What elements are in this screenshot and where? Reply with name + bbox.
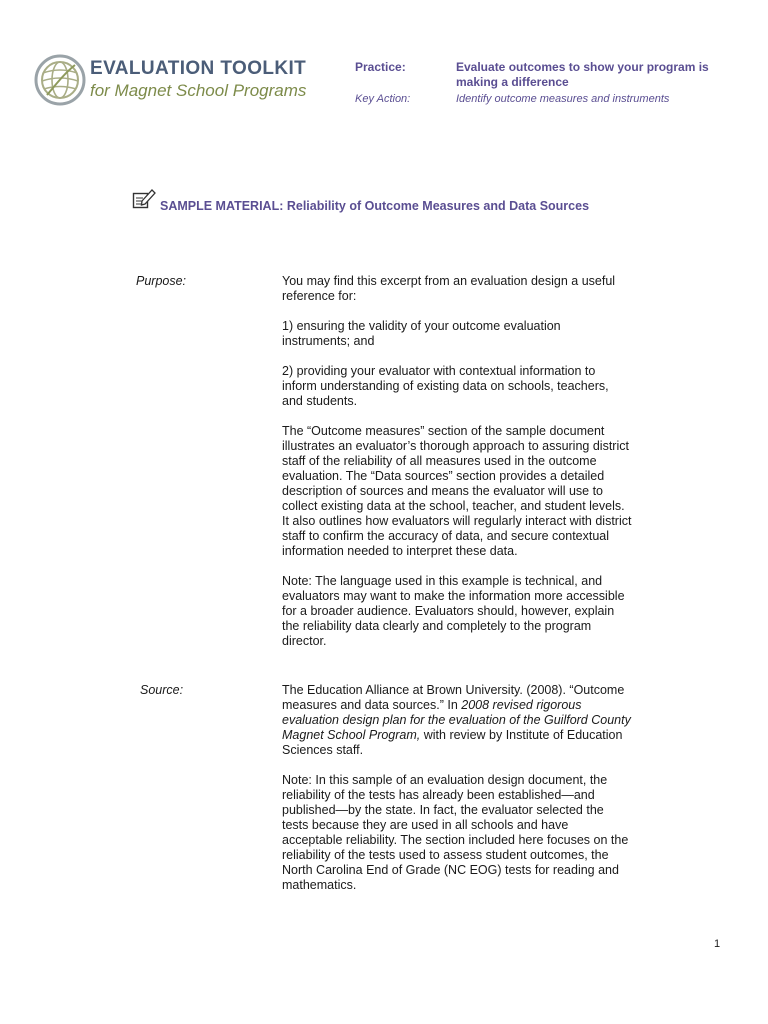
key-action-text: Identify outcome measures and instruments xyxy=(456,93,670,105)
source-label: Source: xyxy=(140,683,184,697)
practice-label: Practice: xyxy=(355,60,406,74)
citation-text: The Education Alliance at Brown University. (2008). “Outcome measures and data sources.” In xyxy=(282,683,625,712)
purpose-label: Purpose: xyxy=(136,274,187,288)
toolkit-logo xyxy=(33,53,307,107)
pencil-note-icon xyxy=(132,188,156,210)
purpose-paragraph: 2) providing your evaluator with contextual information to inform understanding of existing data on schools, teachers, and students. xyxy=(282,364,609,408)
source-citation xyxy=(282,683,632,758)
globe-logo-icon xyxy=(33,53,87,107)
sample-title: SAMPLE MATERIAL: Reliability of Outcome Measures and Data Sources xyxy=(160,199,590,213)
page-number: 1 xyxy=(714,938,721,950)
purpose-text xyxy=(282,274,632,664)
citation-text-end: with review by Institute of Education Sciences staff. xyxy=(282,728,623,757)
source-text xyxy=(282,683,632,908)
source-note: Note: In this sample of an evaluation design document, the reliability of the tests has already been established—and published—by the state. In fact, the evaluator selected the tests because they are used in all schools and have acceptable reliability. The section included here focuses on the reliability of the tests used to assess student outcomes, the North Carolina End of Grade (NC EOG) tests for reading and mathematics. xyxy=(282,773,629,892)
purpose-paragraph: Note: The language used in this example is technical, and evaluators may want to make the information more accessible for a broader audience. Evaluators should, however, explain the reliability data clearly and completely to the program director. xyxy=(282,574,625,648)
purpose-paragraph: The “Outcome measures” section of the sample document illustrates an evaluator’s thorough approach to assuring district staff of the reliability of all measures used in the outcome evaluation. The “Data sources” section provides a detailed description of sources and means the evaluator will use to collect existing data at the school, teacher, and student levels. It also outlines how evaluators will regularly interact with district staff to confirm the accuracy of data, and secure contextual information needed to interpret these data. xyxy=(282,424,632,558)
logo-title: EVALUATION TOOLKIT xyxy=(90,58,307,79)
practice-text: Evaluate outcomes to show your program is making a difference xyxy=(456,60,709,89)
purpose-paragraph: You may find this excerpt from an evaluation design a useful reference for: xyxy=(282,274,616,303)
logo-subtitle: for Magnet School Programs xyxy=(90,81,307,100)
purpose-paragraph: 1) ensuring the validity of your outcome evaluation instruments; and xyxy=(282,319,561,348)
key-action-label: Key Action: xyxy=(355,93,411,105)
citation-title: 2008 revised rigorous evaluation design plan for the evaluation of the Guilford County Magnet School Program, xyxy=(282,698,631,742)
